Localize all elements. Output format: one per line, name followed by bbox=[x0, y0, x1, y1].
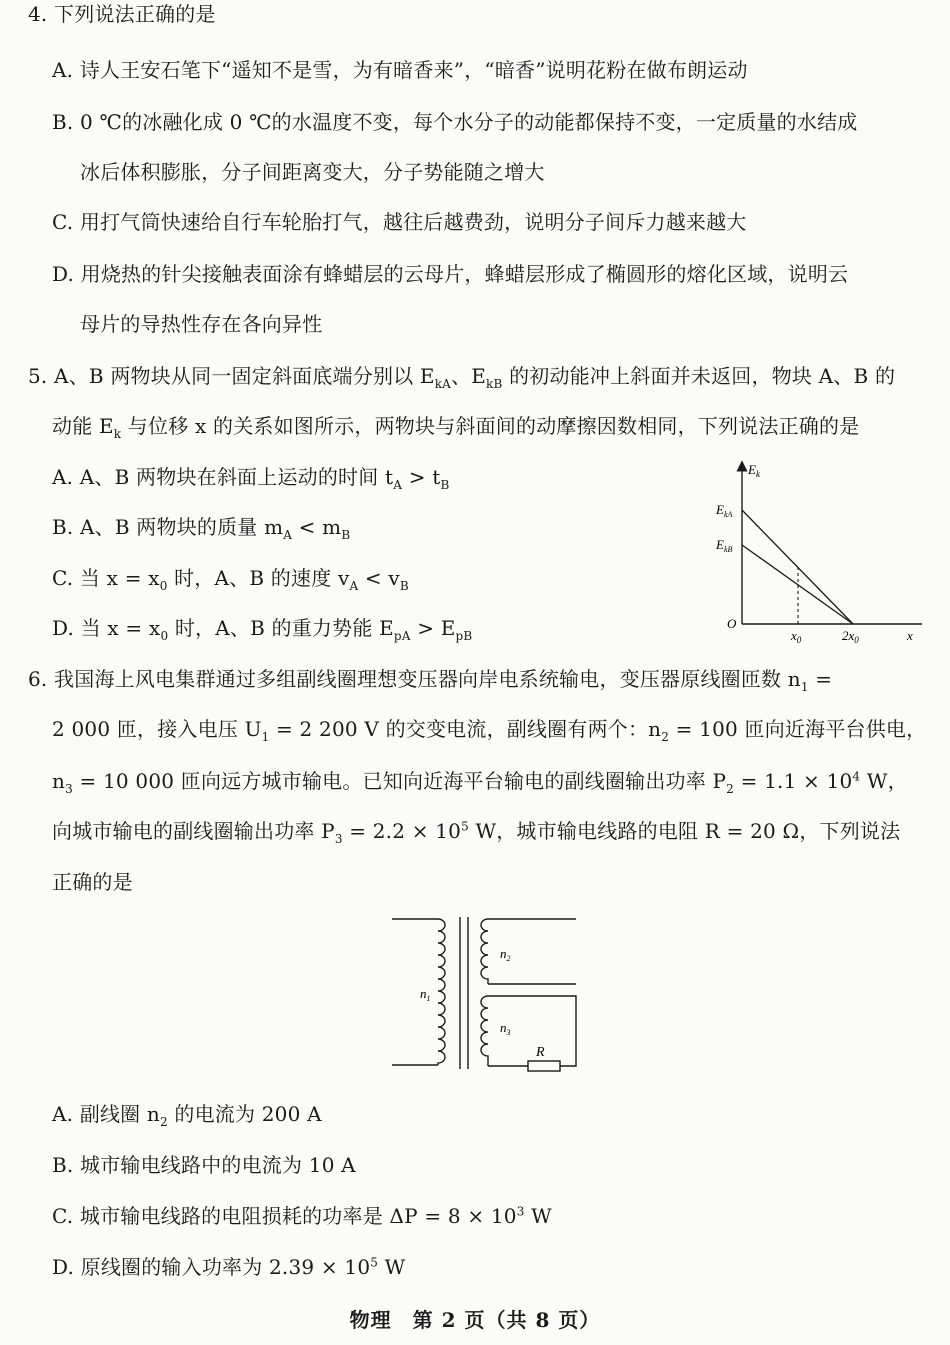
n1-label: $n_1$ bbox=[420, 986, 431, 1003]
y-axis-label: $E_k$ bbox=[748, 462, 760, 479]
q6-stem-line3: $n_3 = 10$ 000 匝向远方城市输电。已知向近海平台输电的副线圈输出功率 $P_2 = 1.1 \times 10^4$ W， bbox=[52, 769, 908, 796]
n3-label: $n_3$ bbox=[500, 1020, 511, 1037]
q5-stem-line2: 动能 $E_k$ 与位移 x 的关系如图所示，两物块与斜面间的动摩擦因数相同，下列说法正确的是 bbox=[52, 414, 860, 441]
q4-option-a: A. 诗人王安石笔下“遥知不是雪，为有暗香来”，“暗香”说明花粉在做布朗运动 bbox=[52, 58, 748, 82]
origin-label: O bbox=[727, 616, 737, 631]
eka-label: $E_{kA}$ bbox=[716, 502, 733, 519]
transformer-circuit bbox=[388, 912, 588, 1074]
x2-label: $2x_0$ bbox=[842, 628, 859, 645]
q4-option-b-cont: 冰后体积膨胀，分子间距离变大，分子势能随之增大 bbox=[80, 160, 545, 184]
q6-option-c: C. 城市输电线路的电阻损耗的功率是 $\Delta P = 8 \times 10^3$ W bbox=[52, 1204, 552, 1228]
q6-option-d: D. 原线圈的输入功率为 $2.39 \times 10^5$ W bbox=[52, 1255, 406, 1279]
q5-option-b: B. A、B 两物块的质量 $m_A < m_B$ bbox=[52, 515, 351, 542]
secondary-coil-n2 bbox=[481, 919, 488, 984]
page-footer: 物理 第 2 页（共 8 页） bbox=[349, 1308, 601, 1332]
q6-stem-line1: 6. 我国海上风电集群通过多组副线圈理想变压器向岸电系统输电，变压器原线圈匝数 $n_1$ = bbox=[28, 667, 833, 694]
q4-option-b: B. 0 ℃的冰融化成 0 ℃的水温度不变，每个水分子的动能都保持不变，一定质量的水结成 bbox=[52, 110, 858, 134]
q6-option-b: B. 城市输电线路中的电流为 10 A bbox=[52, 1153, 356, 1177]
q4-option-d: D. 用烧热的针尖接触表面涂有蜂蜡层的云母片，蜂蜡层形成了椭圆形的熔化区域，说明云 bbox=[52, 262, 849, 286]
q6-stem-line2: 2 000 匝，接入电压 $U_1 = 2$ 200 V 的交变电流，副线圈有两个：$n_2 = 100$ 匝向近海平台供电， bbox=[52, 717, 927, 744]
x-axis-label: x bbox=[907, 628, 913, 643]
q6-option-a: A. 副线圈 $n_2$ 的电流为 200 A bbox=[52, 1102, 322, 1129]
r-label: R bbox=[536, 1045, 545, 1060]
primary-wire bbox=[392, 919, 438, 1065]
q5-option-a: A. A、B 两物块在斜面上运动的时间 $t_A > t_B$ bbox=[52, 465, 450, 492]
ek-x-graph bbox=[712, 458, 927, 650]
line-b bbox=[742, 545, 853, 624]
q6-stem-line4: 向城市输电的副线圈输出功率 $P_3 = 2.2 \times 10^5$ W，城市输电线路的电阻 R = 20 Ω，下列说法 bbox=[52, 819, 901, 846]
q5-stem-line1: 5. A、B 两物块从同一固定斜面底端分别以 $E_{kA}$、$E_{kB}$ 的初动能冲上斜面并未返回，物块 A、B 的 bbox=[28, 364, 896, 391]
resistor-r bbox=[528, 1061, 560, 1071]
ekb-label: $E_{kB}$ bbox=[716, 537, 733, 554]
q4-option-d-cont: 母片的导热性存在各向异性 bbox=[80, 312, 323, 336]
q4-stem: 4. 下列说法正确的是 bbox=[28, 2, 216, 26]
n2-label: $n_2$ bbox=[500, 946, 511, 963]
x0-label: $x_0$ bbox=[791, 628, 802, 645]
q4-option-c: C. 用打气筒快速给自行车轮胎打气，越往后越费劲，说明分子间斥力越来越大 bbox=[52, 210, 747, 234]
q6-stem-line5: 正确的是 bbox=[52, 870, 133, 894]
q5-option-c: C. 当 $x = x_0$ 时，A、B 的速度 $v_A < v_B$ bbox=[52, 566, 409, 593]
q5-option-d: D. 当 $x = x_0$ 时，A、B 的重力势能 $E_{pA} > E_{pB}$ bbox=[52, 616, 473, 643]
secondary-coil-n3 bbox=[481, 996, 488, 1066]
primary-coil bbox=[438, 919, 445, 1065]
